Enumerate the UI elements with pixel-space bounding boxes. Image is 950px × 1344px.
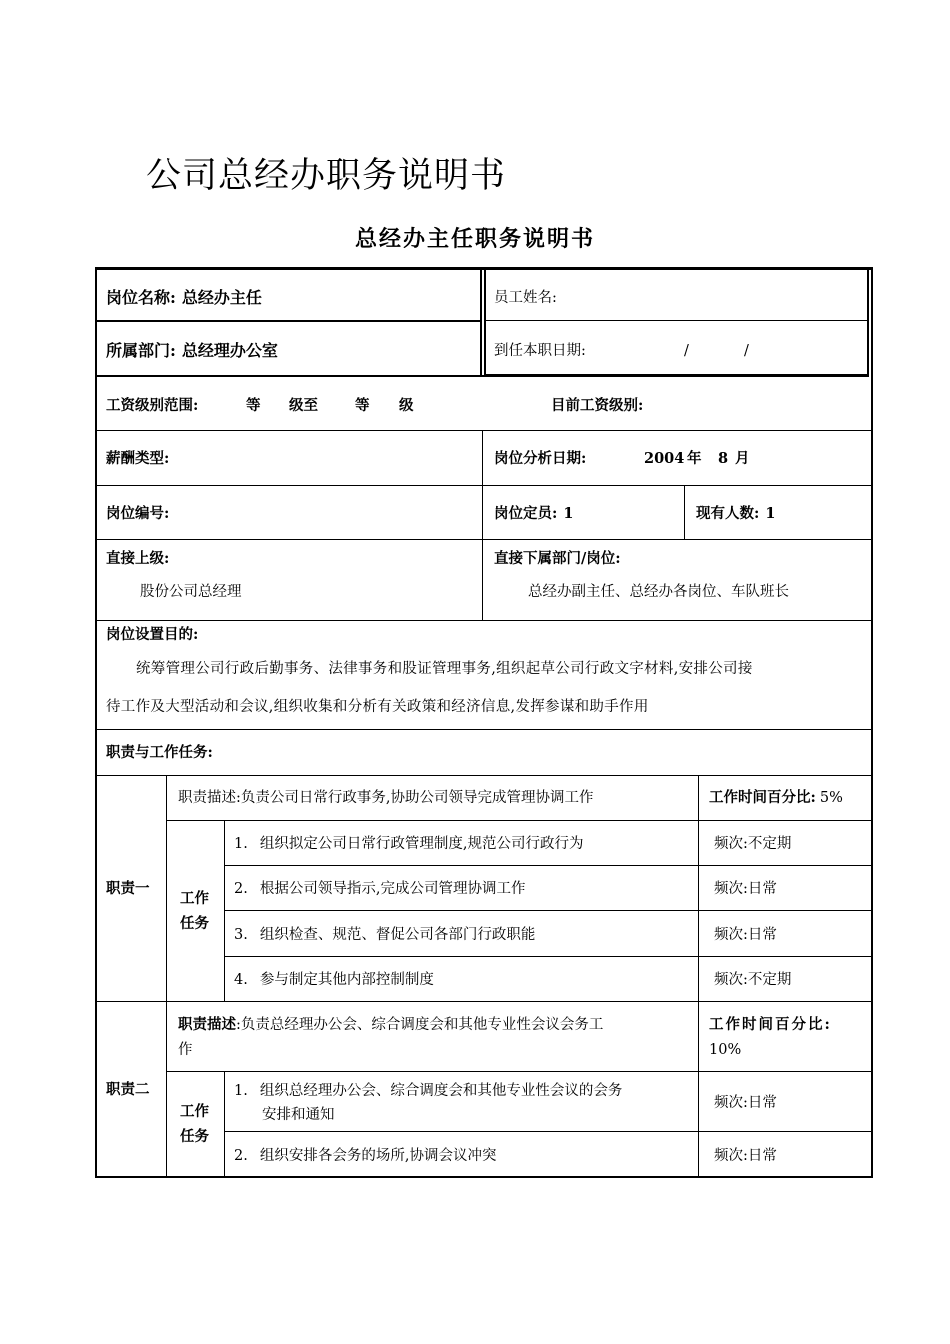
- superior-value: 股份公司总经理: [140, 584, 242, 600]
- duty-2-task-1: 1. 组织总经理办公会、综合调度会和其他专业性会议的会务: [234, 1083, 623, 1099]
- duty-2-task-2-frequency: 频次:日常: [714, 1148, 777, 1164]
- subordinate-value: 总经办副主任、总经办各岗位、车队班长: [528, 584, 789, 600]
- duty-2-task-2: 2. 组织安排各会务的场所,协调会议冲突: [234, 1148, 497, 1164]
- purpose-line-1: 统筹管理公司行政后勤事务、法律事务和股证管理事务,组织起草公司行政文字材料,安排公司接: [136, 661, 753, 677]
- duty-2-description: 职责描述:负责总经理办公会、综合调度会和其他专业性会议会务工: [178, 1016, 604, 1033]
- quota-field: 岗位定员: 1: [494, 505, 574, 522]
- duty-1-task-3: 3. 组织检查、规范、督促公司各部门行政职能: [234, 927, 536, 943]
- duty-2-description-tail: 作: [178, 1042, 193, 1058]
- start-date-field: 到任本职日期: / /: [494, 343, 749, 359]
- duty-1-task-1-frequency: 频次:不定期: [714, 836, 792, 852]
- duty-1-tasks-label-1: 工作: [180, 890, 209, 907]
- purpose-line-2: 待工作及大型活动和会议,组织收集和分析有关政策和经济信息,发挥参谋和助手作用: [106, 699, 649, 715]
- duty-1-task-2: 2. 根据公司领导指示,完成公司管理协调工作: [234, 881, 526, 897]
- subordinate-label: 直接下属部门/岗位:: [494, 550, 621, 567]
- current-salary-field: 目前工资级别:: [551, 397, 644, 414]
- duty-1-description: 职责描述:负责公司日常行政事务,协助公司领导完成管理协调工作: [178, 790, 594, 806]
- pay-type-field: 薪酬类型:: [106, 450, 170, 467]
- position-number-field: 岗位编号:: [106, 505, 170, 522]
- duty-2-task-1-continued: 安排和通知: [262, 1107, 335, 1123]
- department-field: 所属部门: 总经理办公室: [106, 341, 278, 360]
- duties-label: 职责与工作任务:: [106, 744, 213, 761]
- duty-2-name: 职责二: [106, 1081, 150, 1098]
- purpose-label: 岗位设置目的:: [106, 626, 199, 643]
- document-title: 公司总经办职务说明书: [146, 156, 507, 196]
- salary-range-field: 工资级别范围: 等 级至 等 级: [106, 397, 414, 414]
- job-description-title: 总经办主任职务说明书: [354, 226, 595, 252]
- duty-2-time-label: 工作时间百分比:: [709, 1016, 832, 1033]
- duty-1-name: 职责一: [106, 880, 150, 897]
- duty-1-task-4-frequency: 频次:不定期: [714, 972, 792, 988]
- analysis-date-field: 岗位分析日期: 2004 年 8 月: [494, 450, 750, 467]
- duty-2-task-1-frequency: 频次:日常: [714, 1095, 777, 1111]
- duty-1-task-3-frequency: 频次:日常: [714, 927, 777, 943]
- duty-1-task-2-frequency: 频次:日常: [714, 881, 777, 897]
- employee-name-field: 员工姓名:: [494, 290, 557, 306]
- duty-1-task-1: 1. 组织拟定公司日常行政管理制度,规范公司行政行为: [234, 836, 584, 852]
- duty-2-tasks-label-1: 工作: [180, 1103, 209, 1120]
- position-name-field: 岗位名称: 总经办主任: [106, 288, 262, 307]
- duty-1-time-share: 工作时间百分比: 5%: [709, 789, 843, 806]
- job-description-table: [95, 267, 873, 1178]
- duty-2-tasks-label-2: 任务: [180, 1128, 209, 1145]
- duty-1-task-4: 4. 参与制定其他内部控制制度: [234, 972, 434, 988]
- duty-2-time-value: 10%: [709, 1042, 742, 1058]
- duty-1-tasks-label-2: 任务: [180, 915, 209, 932]
- superior-label: 直接上级:: [106, 550, 170, 567]
- current-count-field: 现有人数: 1: [696, 505, 776, 522]
